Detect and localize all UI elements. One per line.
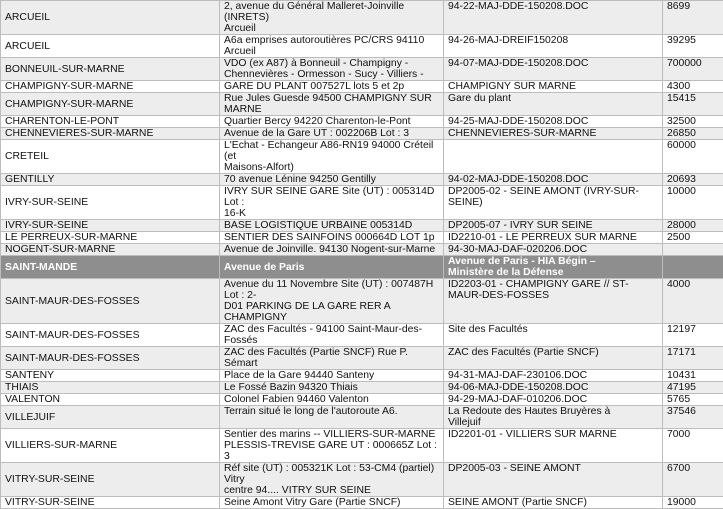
address-cell: VDO (ex A87) à Bonneuil - Champigny - Chennevières - Ormesson - Sucy - Villiers -: [220, 58, 444, 81]
commune-cell: VITRY-SUR-SEINE: [1, 497, 220, 509]
surface-cell: 6700: [663, 463, 723, 497]
address-cell: 2, avenue du Général Malleret-Joinville (INRETS) Arcueil: [220, 1, 444, 35]
commune-cell: CHENNEVIERES-SUR-MARNE: [1, 128, 220, 140]
reference-cell: CHENNEVIERES-SUR-MARNE: [444, 128, 663, 140]
reference-cell: 94-02-MAJ-DDE-150208.DOC: [444, 174, 663, 186]
address-cell: Terrain situé le long de l'autoroute A6.: [220, 406, 444, 429]
commune-cell: NOGENT-SUR-MARNE: [1, 244, 220, 256]
address-cell: Sentier des marins -- VILLIERS-SUR-MARNE PLESSIS-TREVISE GARE UT : 000665Z Lot : 3: [220, 429, 444, 463]
address-cell: IVRY SUR SEINE GARE Site (UT) : 005314D Lot : 16-K: [220, 186, 444, 220]
surface-cell: 15415: [663, 93, 723, 116]
commune-cell: CHARENTON-LE-PONT: [1, 116, 220, 128]
reference-cell: ID2203-01 - CHAMPIGNY GARE // ST- MAUR-DES-FOSSES: [444, 279, 663, 324]
table-row: [1, 232, 723, 244]
commune-cell: VILLIERS-SUR-MARNE: [1, 429, 220, 463]
surface-cell: 19000: [663, 497, 723, 509]
address-cell: Avenue de la Gare UT : 002206B Lot : 3: [220, 128, 444, 140]
reference-cell: 94-29-MAJ-DAF-010206.DOC: [444, 394, 663, 406]
table-row: [1, 497, 723, 509]
surface-cell: 47195: [663, 382, 723, 394]
commune-cell: IVRY-SUR-SEINE: [1, 186, 220, 220]
address-cell: Réf site (UT) : 005321K Lot : 53-CM4 (partiel) Vitry centre 94.... VITRY SUR SEINE: [220, 463, 444, 497]
reference-cell: La Redoute des Hautes Bruyères à Villejuif: [444, 406, 663, 429]
reference-cell: ZAC des Facultés (Partie SNCF): [444, 347, 663, 370]
surface-cell: 39295: [663, 35, 723, 58]
reference-cell: DP2005-03 - SEINE AMONT: [444, 463, 663, 497]
reference-cell: 94-26-MAJ-DREIF150208: [444, 35, 663, 58]
address-cell: Avenue du 11 Novembre Site (UT) : 007487H Lot : 2- D01 PARKING DE LA GARE RER A CHAMPIGNY: [220, 279, 444, 324]
table-row: [1, 394, 723, 406]
reference-cell: DP2005-02 - SEINE AMONT (IVRY-SUR- SEINE): [444, 186, 663, 220]
address-cell: Rue Jules Guesde 94500 CHAMPIGNY SUR MARNE: [220, 93, 444, 116]
surface-cell: 2500: [663, 232, 723, 244]
commune-cell: SAINT-MAUR-DES-FOSSES: [1, 279, 220, 324]
surface-cell: 20693: [663, 174, 723, 186]
surface-cell: 4300: [663, 81, 723, 93]
address-cell: SENTIER DES SAINFOINS 000664D LOT 1p: [220, 232, 444, 244]
commune-cell: ARCUEIL: [1, 1, 220, 35]
table-row: [1, 35, 723, 58]
commune-cell: SANTENY: [1, 370, 220, 382]
surface-cell: 26850: [663, 128, 723, 140]
table-row: [1, 406, 723, 429]
commune-cell: SAINT-MAUR-DES-FOSSES: [1, 324, 220, 347]
address-cell: ZAC des Facultés (Partie SNCF) Rue P. Sémart: [220, 347, 444, 370]
table-row: [1, 186, 723, 220]
address-cell: Quartier Bercy 94220 Charenton-le-Pont: [220, 116, 444, 128]
address-cell: ZAC des Facultés - 94100 Saint-Maur-des-Fossés: [220, 324, 444, 347]
surface-cell: [663, 244, 723, 256]
reference-cell: 94-31-MAJ-DAF-230106.DOC: [444, 370, 663, 382]
reference-cell: 94-06-MAJ-DDE-150208.DOC: [444, 382, 663, 394]
reference-cell: 94-07-MAJ-DDE-150208.DOC: [444, 58, 663, 81]
address-cell: Avenue de Paris: [220, 256, 444, 279]
table-row: [1, 244, 723, 256]
reference-cell: Avenue de Paris - HIA Bégin – Ministère de la Défense: [444, 256, 663, 279]
surface-cell: 5765: [663, 394, 723, 406]
table-row: [1, 324, 723, 347]
table-row: [1, 140, 723, 174]
commune-cell: GENTILLY: [1, 174, 220, 186]
table-row: [1, 382, 723, 394]
commune-cell: CRETEIL: [1, 140, 220, 174]
reference-cell: [444, 140, 663, 174]
surface-cell: [663, 256, 723, 279]
address-cell: L'Echat - Echangeur A86-RN19 94000 Créteil (et Maisons-Alfort): [220, 140, 444, 174]
reference-cell: Gare du plant: [444, 93, 663, 116]
table-row: [1, 1, 723, 35]
address-cell: A6a emprises autoroutières PC/CRS 94110 Arcueil: [220, 35, 444, 58]
address-cell: GARE DU PLANT 007527L lots 5 et 2p: [220, 81, 444, 93]
surface-cell: 10431: [663, 370, 723, 382]
surface-cell: 17171: [663, 347, 723, 370]
table-row: [1, 128, 723, 140]
table-row: [1, 429, 723, 463]
reference-cell: Site des Facultés: [444, 324, 663, 347]
surface-cell: 28000: [663, 220, 723, 232]
address-cell: Place de la Gare 94440 Santeny: [220, 370, 444, 382]
surface-cell: 700000: [663, 58, 723, 81]
address-cell: Seine Amont Vitry Gare (Partie SNCF): [220, 497, 444, 509]
address-cell: BASE LOGISTIQUE URBAINE 005314D: [220, 220, 444, 232]
reference-cell: ID2210-01 - LE PERREUX SUR MARNE: [444, 232, 663, 244]
surface-cell: 4000: [663, 279, 723, 324]
commune-cell: CHAMPIGNY-SUR-MARNE: [1, 93, 220, 116]
reference-cell: 94-25-MAJ-DDE-150208.DOC: [444, 116, 663, 128]
reference-cell: SEINE AMONT (Partie SNCF): [444, 497, 663, 509]
table-row: [1, 93, 723, 116]
surface-cell: 7000: [663, 429, 723, 463]
commune-cell: LE PERREUX-SUR-MARNE: [1, 232, 220, 244]
surface-cell: 37546: [663, 406, 723, 429]
commune-cell: VILLEJUIF: [1, 406, 220, 429]
surface-cell: 12197: [663, 324, 723, 347]
commune-cell: ARCUEIL: [1, 35, 220, 58]
table-row: [1, 81, 723, 93]
surface-cell: 60000: [663, 140, 723, 174]
address-cell: Colonel Fabien 94460 Valenton: [220, 394, 444, 406]
table-row: [1, 116, 723, 128]
commune-cell: IVRY-SUR-SEINE: [1, 220, 220, 232]
table-row: [1, 256, 723, 279]
surface-cell: 10000: [663, 186, 723, 220]
reference-cell: ID2201-01 - VILLIERS SUR MARNE: [444, 429, 663, 463]
commune-cell: CHAMPIGNY-SUR-MARNE: [1, 81, 220, 93]
table-row: [1, 347, 723, 370]
table-row: [1, 370, 723, 382]
table-row: [1, 174, 723, 186]
surface-cell: 8699: [663, 1, 723, 35]
address-cell: Le Fossé Bazin 94320 Thiais: [220, 382, 444, 394]
table-row: [1, 220, 723, 232]
reference-cell: CHAMPIGNY SUR MARNE: [444, 81, 663, 93]
reference-cell: 94-30-MAJ-DAF-020206.DOC: [444, 244, 663, 256]
reference-cell: 94-22-MAJ-DDE-150208.DOC: [444, 1, 663, 35]
table-row: [1, 463, 723, 497]
address-cell: 70 avenue Lénine 94250 Gentilly: [220, 174, 444, 186]
table-row: [1, 279, 723, 324]
table-row: [1, 58, 723, 81]
surface-cell: 32500: [663, 116, 723, 128]
commune-cell: VITRY-SUR-SEINE: [1, 463, 220, 497]
commune-cell: BONNEUIL-SUR-MARNE: [1, 58, 220, 81]
commune-cell: SAINT-MANDE: [1, 256, 220, 279]
commune-cell: SAINT-MAUR-DES-FOSSES: [1, 347, 220, 370]
address-cell: Avenue de Joinville. 94130 Nogent-sur-Marne: [220, 244, 444, 256]
commune-cell: THIAIS: [1, 382, 220, 394]
commune-cell: VALENTON: [1, 394, 220, 406]
reference-cell: DP2005-07 - IVRY SUR SEINE: [444, 220, 663, 232]
